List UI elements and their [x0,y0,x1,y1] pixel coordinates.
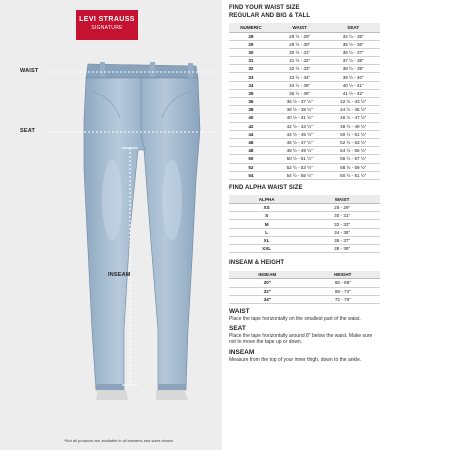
table-cell: 34 ½ - 35" [273,81,327,89]
table-row [229,114,380,122]
table-header-row [229,195,380,203]
header-alpha-waist: WAIST [304,195,380,203]
table-cell: 42 [229,122,273,130]
table-row [229,122,380,130]
table-cell: 36 ½ - 37 ½" [273,98,327,106]
table-cell: 44 ½ - 45 ½" [273,130,327,138]
table-cell: 30 [229,48,273,56]
seat-instruction-title: SEAT [229,325,246,333]
logo-line2: SIGNATURE [91,25,123,31]
table-cell: 68 - 72" [306,287,380,295]
table-cell: M [229,220,304,228]
table-cell: 35 ½ - 36" [326,40,380,48]
waist-chart-title1: FIND YOUR WAIST SIZE [229,5,300,11]
footnote: *Not all products are available in all inseams and sizes shown [64,438,174,443]
table-cell: 34 [229,81,273,89]
table-cell: 60 ½ - 61 ½" [326,171,380,179]
table-cell: 30 ½ - 31" [273,48,327,56]
table-cell: 40 ½ - 41 ½" [273,114,327,122]
table-cell: 29 ½ - 30" [273,40,327,48]
table-cell: 39 ½ - 40" [326,73,380,81]
table-cell: 44 [229,130,273,138]
table-cell: 32" [229,287,306,295]
table-cell: 32 [229,65,273,73]
table-row [229,236,380,244]
table-cell: 48 ½ - 49 ½" [273,147,327,155]
header-height: HEIGHT [306,271,380,279]
table-cell: 28 - 29" [304,204,380,212]
waist-section [229,5,444,180]
table-cell: 46 ½ - 47 ½" [326,114,380,122]
levis-logo [76,10,138,40]
table-row [229,228,380,236]
table-cell: 54 ½ - 55 ½" [273,171,327,179]
table-cell: 52 [229,163,273,171]
waist-instruction-title: WAIST [229,307,250,315]
table-cell: 42 ½ - 43 ½" [326,98,380,106]
table-cell: S [229,212,304,220]
alpha-chart-title: FIND ALPHA WAIST SIZE [229,184,303,191]
table-row [229,171,380,179]
table-cell: 35 ½ - 36" [273,89,327,97]
table-cell: XS [229,204,304,212]
waist-instruction-text: Place the tape horizontally on the smallest part of the waist. [229,315,361,322]
logo-line1: LEVI STRAUSS [79,16,135,23]
seat-instruction-text: Place the tape horizontally around 8" below the waist. Make sure not to move the tape up or down. [229,333,373,346]
table-row [229,89,380,97]
table-row [229,81,380,89]
table-cell: XXL [229,245,304,253]
table-row [229,48,380,56]
table-cell: 31 ½ - 32" [273,57,327,65]
seat-label: SEAT [20,128,36,134]
waist-label: WAIST [20,68,39,74]
table-cell: 37 ½ - 38" [326,57,380,65]
header-numeric: NUMERIC [229,23,273,32]
table-cell: 54 [229,171,273,179]
table-cell: 40 ½ - 41" [326,81,380,89]
table-row [229,220,380,228]
size-charts [229,0,444,363]
alpha-section [229,185,444,253]
table-row [229,98,380,106]
table-cell: 35 [229,89,273,97]
table-cell: 33 [229,73,273,81]
table-cell: 50 ½ - 51 ½" [326,130,380,138]
table-cell: 28 ½ - 29" [273,32,327,40]
header-inseam: INSEAM [229,271,306,279]
measure-instructions [229,308,444,363]
table-cell: 72 - 76" [306,295,380,303]
table-cell: 56 ½ - 57 ½" [326,155,380,163]
table-cell: 44 ½ - 45 ½" [326,106,380,114]
table-cell: 30" [229,279,306,287]
table-row [229,57,380,65]
table-cell: 66 - 68" [306,279,380,287]
table-row [229,106,380,114]
inseam-section [229,260,444,304]
table-cell: 31 [229,57,273,65]
table-cell: 50 ½ - 51 ½" [273,155,327,163]
table-row [229,279,380,287]
table-row [229,155,380,163]
inseam-chart-title: INSEAM & HEIGHT [229,260,285,267]
table-header-row [229,23,380,32]
table-row [229,295,380,303]
inseam-label: INSEAM [108,272,131,278]
table-cell: 48 [229,147,273,155]
table-cell: 58 ½ - 59 ½" [326,163,380,171]
table-cell: 52 ½ - 53 ½" [326,138,380,146]
table-row [229,163,380,171]
table-cell: 36 [229,98,273,106]
table-cell: 28 [229,32,273,40]
table-cell: 33 ½ - 34" [273,73,327,81]
table-cell: 38 - 39" [304,245,380,253]
table-cell: 38 ½ - 39 ½" [273,106,327,114]
table-cell: 36 - 37" [304,236,380,244]
inseam-instruction-title: INSEAM [229,348,255,356]
table-row [229,40,380,48]
table-cell: 34 - 35" [304,228,380,236]
table-cell: 32 - 33" [304,220,380,228]
table-header-row [229,271,380,279]
jeans-illustration-panel [0,0,222,450]
table-row [229,287,380,295]
table-cell: 50 [229,155,273,163]
table-cell: 38 [229,106,273,114]
table-row [229,130,380,138]
table-cell: 52 ½ - 53 ½" [273,163,327,171]
alpha-table-body [229,204,380,253]
table-cell: 54 ½ - 55 ½" [326,147,380,155]
header-seat: SEAT [326,23,380,32]
waist-chart-title2: REGULAR AND BIG & TALL [229,12,311,19]
table-row [229,212,380,220]
table-cell: L [229,228,304,236]
table-cell: XL [229,236,304,244]
inseam-table-body [229,279,380,304]
header-waist: WAIST [273,23,327,32]
waist-table-body [229,32,380,179]
table-cell: 32 ½ - 33" [273,65,327,73]
table-cell: 29 [229,40,273,48]
table-cell: 36 ½ - 37" [326,48,380,56]
table-row [229,73,380,81]
inseam-height-table [229,271,380,304]
table-row [229,245,380,253]
table-cell: 40 [229,114,273,122]
table-row [229,65,380,73]
table-cell: 34" [229,295,306,303]
table-row [229,147,380,155]
alpha-size-table [229,195,380,253]
table-cell: 46 [229,138,273,146]
table-row [229,204,380,212]
table-row [229,138,380,146]
table-cell: 41 ½ - 42" [326,89,380,97]
waist-size-table [229,23,380,180]
table-cell: 46 ½ - 47 ½" [273,138,327,146]
table-cell: 48 ½ - 49 ½" [326,122,380,130]
table-row [229,32,380,40]
inseam-instruction-text: Measure from the top of your inner thigh, down to the ankle. [229,356,362,363]
header-alpha: ALPHA [229,195,304,203]
table-cell: 30 - 31" [304,212,380,220]
table-cell: 34 ½ - 35" [326,32,380,40]
table-cell: 42 ½ - 43 ½" [273,122,327,130]
table-cell: 38 ½ - 39" [326,65,380,73]
